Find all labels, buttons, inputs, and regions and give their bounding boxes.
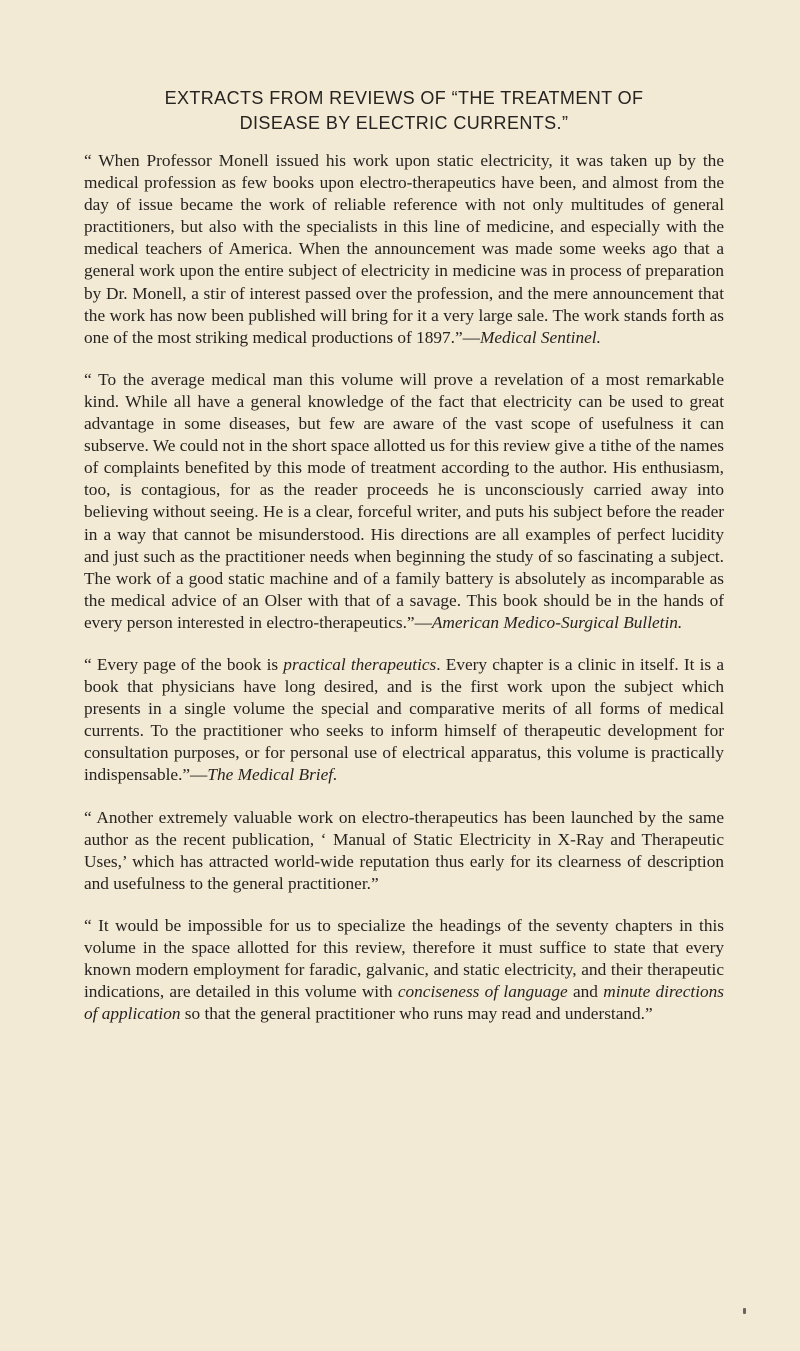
review-text: “ When Professor Monell issued his work upon static electricity, it was taken up by the medical profession as few books upon electro-therapeutics have been, and almost from the day of issue became the work of reliable reference with not only multitudes of general practitioners, but also with the specialists in this line of medicine, and especially with the medical teachers of America. When the announcement was made some weeks ago that a general work upon the entire subject of electricity in medicine was in process of preparation by Dr. Monell, a stir of interest passed over the profession, and the mere announcement that the work has now been published will bring for it a very large sale. The work stands forth as one of the most striking medical productions of 1897.”— (84, 151, 724, 347)
review-text: “ To the average medical man this volume will prove a revelation of a most remarkable kind. While all have a general knowledge of the fact that electricity can be used to great advantage in some diseases, but few are aware of the vast scope of usefulness it can subserve. We could not in the short space allotted us for this review give a tithe of the names of complaints benefited by this mode of treatment according to the author. His enthusiasm, too, is contagious, for as the reader proceeds he is unconsciously carried away into believing without seeing. He is a clear, forceful writer, and puts his subject before the reader in a way that cannot be misunderstood. His directions are all examples of perfect lucidity and just such as the practitioner needs when beginning the study of so fascinating a subject. The work of a good static machine and of a family battery is absolutely as incomparable as the medical advice of an Olser with that of a savage. This book should be in the hands of every person interested in electro-therapeutics.”— (84, 369, 724, 632)
title-line-2: DISEASE BY ELECTRIC CURRENTS.” (239, 113, 569, 133)
review-text-end: . Every chapter is a clinic in itself. It is a book that physicians have long desired, and is the first work upon the subject which presents in a single volume the special and comparative merits of all forms of medical currents. To the practitioner who seeks to inform himself of therapeutic development for consultation purposes, or for personal use of electrical apparatus, this volume is practically indispensable.”— (84, 654, 724, 785)
review-text-middle: and (567, 982, 604, 1002)
review-source: American Medico-Surgical Bulletin. (431, 612, 683, 632)
review-medico-surgical-bulletin (84, 369, 724, 634)
page-title (84, 86, 724, 136)
review-manual-static-electricity (84, 807, 724, 895)
review-medical-brief (84, 654, 724, 787)
review-text: “ Another extremely valuable work on electro-therapeutics has been launched by the same author as the recent publication, ‘ Manual of Static Electricity in X-Ray and Therapeutic Uses,’ which has attracted world-wide reputation thus early for its clearness of description and usefulness to the general practitioner.” (84, 807, 724, 893)
review-text-end: so that the general practitioner who runs may read and understand.” (180, 1004, 653, 1024)
review-emphasis: practical therapeutics (283, 654, 437, 674)
review-source: The Medical Brief. (207, 765, 338, 785)
review-text-start: “ It would be impossible for us to specialize the headings of the seventy chapters in this volume in the space allotted for this review, therefore it must suffice to state that every known modern employment for faradic, galvanic, and static electricity, and their therapeutic indications, are detailed in this volume with (84, 915, 724, 1002)
review-medical-sentinel (84, 150, 724, 349)
review-emphasis-2: minute directions of application (84, 982, 724, 1024)
review-text-start: “ Every page of the book is (84, 654, 284, 674)
page-speck (743, 1308, 746, 1314)
review-emphasis-1: conciseness of language (397, 982, 568, 1002)
review-source: Medical Sentinel. (479, 327, 601, 347)
title-line-1: EXTRACTS FROM REVIEWS OF “THE TREATMENT OF (164, 88, 644, 108)
review-seventy-chapters (84, 915, 724, 1025)
